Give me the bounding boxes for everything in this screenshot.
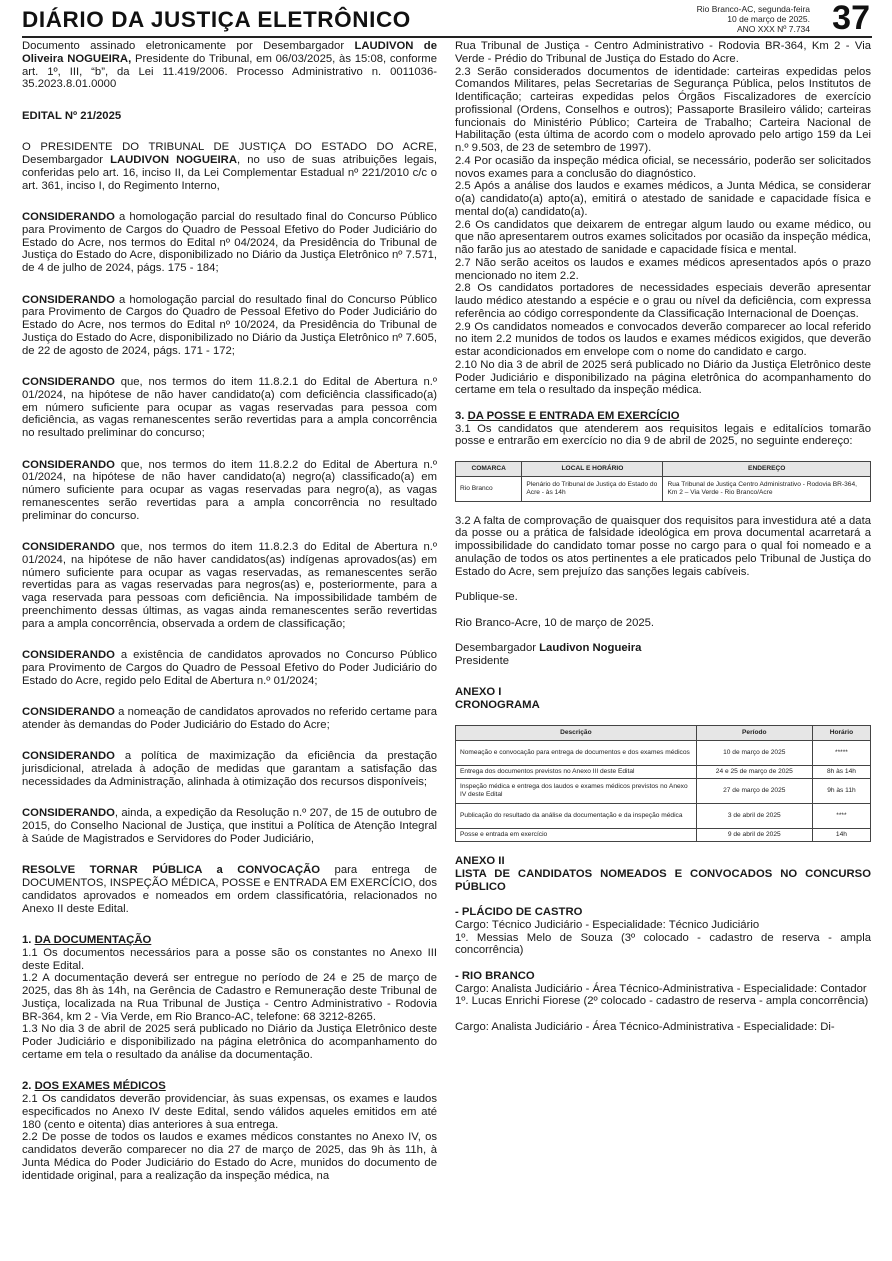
keyword: CONSIDERANDO (22, 211, 115, 223)
edition-number: ANO XXX Nº 7.734 (736, 23, 810, 34)
text: O PRESIDENTE DO TRIBUNAL DE JUSTIÇA DO ESTADO DO ACRE, Desembargador (22, 141, 437, 166)
annex-1-title: CRONOGRAMA (455, 699, 540, 712)
table-cell: 14h (812, 829, 870, 842)
item-1-2: 1.2 A documentação deverá ser entregue no período de 24 e 25 de março de 2025, das 8h às 14h, na Gerência de Cadastro e Remuneração deste Tribunal de Justiça, localizada na Rua Tribunal de Justiça - Centro Administrativo - Rodovia BR-364, km 2 - Via Verde, em Rio Branco-AC, telefone: 68 3212-8265. (22, 972, 437, 1023)
item-2-3: 2.3 Serão considerados documentos de identidade: carteiras expedidas pelos Comandos Militares, pelas Secretarias de Segurança Pública, pelos Institutos de Identificação; carteiras expedidas pelos Órgãos Fiscalizadores de exercício profissional (Ordens, Conselhos e outros); Passaporte Brasileiro válido; carteiras funcionais do Ministério Público; Carteira de Trabalho; Carteira Nacional de Habilitação (esta última de acordo com o modelo aprovado pelo artigo 159 da Lei n.º 9.503, de 23 de setembro de 1997). (455, 65, 871, 154)
section-title: DA DOCUMENTAÇÃO (34, 934, 152, 946)
column-header: COMARCA (456, 461, 522, 476)
table-row (456, 779, 871, 804)
item-2-8: 2.8 Os candidatos portadores de necessidades especiais deverão apresentar laudo médico atestando a espécie e o grau ou nível da deficiência, com expressa referência ao código correspondente da Classificação Internacional de Doenças. (455, 282, 871, 320)
text: a existência de candidatos aprovados no Concurso Público para Provimento de Cargos do Quadro de Pessoal Efetivo do Poder Judiciário do Estado do Acre, regido pelo Edital de Abertura n.º 01/2024; (22, 649, 437, 687)
considerando-5 (22, 541, 437, 630)
publique-se: Publique-se. (455, 591, 518, 604)
signatory-role: Presidente (455, 654, 510, 667)
table-cell: Rio Branco (456, 476, 522, 501)
text: para entrega de DOCUMENTOS, INSPEÇÃO MÉDICA, POSSE e ENTRADA EM EXERCÍCIO, dos candidatos aprovados e nomeados em ordem classificatória, relacionados no Anexo II deste Edital. (22, 864, 437, 915)
table-cell: Rua Tribunal de Justiça Centro Administrativo - Rodovia BR-364, Km 2 – Via Verde - Rio Branco/Acre (663, 476, 871, 501)
keyword: CONSIDERANDO (22, 541, 115, 553)
item-3-2: 3.2 A falta de comprovação de quaisquer dos requisitos para investidura até a data da posse ou a prática de falsidade ideológica em prova documental acarretará a impossibilidade do candidato tomar posse no cargo para o qual foi nomeado e a anulação de todos os atos pertinentes a ele praticados pelo Tribunal de Justiça do Estado do Acre, sem prejuízo das sanções legais cabíveis. (455, 514, 871, 578)
schedule-table (455, 725, 871, 843)
keyword: CONSIDERANDO (22, 706, 115, 718)
table-cell: 10 de março de 2025 (696, 740, 812, 765)
considerando-1 (22, 211, 437, 275)
text: que, nos termos do item 11.8.2.2 do Edital de Abertura n.º 01/2024, na hipótese de não haver candidato(a) negro(a) classificado(a) em número suficiente para ocupar as vagas reservadas para negro(a), as vagas remanescentes serão revertidas para a ampla concorrência no resultado preliminar do concurso. (22, 458, 437, 522)
edition-date: 10 de março de 2025. (727, 13, 810, 24)
left-column (22, 40, 437, 1182)
signatory-name: Laudivon Nogueira (539, 642, 642, 655)
keyword: CONSIDERANDO (22, 293, 115, 306)
page-number: 37 (832, 0, 870, 37)
item-2-4: 2.4 Por ocasião da inspeção médica oficial, se necessário, poderão ser solicitados novos exames para a conclusão do diagnóstico. (455, 154, 871, 180)
keyword: CONSIDERANDO (22, 750, 115, 763)
text: a política de maximização da eficiência da prestação jurisdicional, atrelada à adoção de medidas que garantam a satisfação das necessidades da Administração, alinhada à otimização dos recursos disponíveis; (22, 750, 437, 788)
section-title: DA POSSE E ENTRADA EM EXERCÍCIO (467, 409, 680, 422)
cargo-line: Cargo: Analista Judiciário - Área Técnico-Administrativa - Especialidade: Di- (455, 1020, 835, 1033)
item-2-7: 2.7 Não serão aceitos os laudos e exames médicos apresentados após o prazo mencionado no item 2.2. (455, 256, 871, 282)
resolve-keyword: RESOLVE TORNAR PÚBLICA a CONVOCAÇÃO (22, 864, 321, 877)
table-cell: 9 de abril de 2025 (696, 829, 812, 842)
section-3-heading (455, 410, 871, 423)
column-header: Horário (812, 725, 870, 740)
table-row (456, 765, 871, 778)
keyword: CONSIDERANDO (22, 376, 115, 388)
candidate-line: 1º. Messias Melo de Souza (3º colocado - cadastro de reserva - ampla concorrência) (455, 931, 871, 957)
table-cell: 3 de abril de 2025 (696, 804, 812, 829)
section-title: DOS EXAMES MÉDICOS (34, 1080, 166, 1093)
item-2-1: 2.1 Os candidatos deverão providenciar, às suas expensas, os exames e laudos especificados no Anexo IV deste Edital, sendo válidos aqueles emitidos em até 180 (cento e oitenta) dias anteriores à sua entrega. (22, 1093, 437, 1131)
resolve-paragraph (22, 864, 437, 915)
table-row (456, 804, 871, 829)
text: a homologação parcial do resultado final do Concurso Público para Provimento de Cargos do Quadro de Pessoal Efetivo do Poder Judiciário do Estado do Acre, nos termos do Edital nº 04/2024, da Presidência do Tribunal de Justiça do Estado do Acre, disponibilizado no Diário da Justiça Eletrônico nº 7.571, de 4 de julho de 2024, págs. 175 - 184; (22, 211, 437, 274)
keyword: CONSIDERANDO (22, 807, 115, 820)
cargo-line: Cargo: Técnico Judiciário - Especialidade: Técnico Judiciário (455, 918, 760, 931)
text: Documento assinado eletronicamente por Desembargador (22, 40, 355, 52)
item-2-2-continued: Rua Tribunal de Justiça - Centro Administrativo - Rodovia BR-364, Km 2 - Via Verde - Prédio do Tribunal de Justiça do Estado do Acre. (455, 40, 871, 65)
table-cell: **** (812, 804, 870, 829)
table-cell: Entrega dos documentos previstos no Anexo III deste Edital (456, 765, 697, 778)
table-cell: 9h às 11h (812, 779, 870, 804)
column-header: Descrição (456, 725, 697, 740)
intro-paragraph (22, 141, 437, 192)
table-cell: Nomeação e convocação para entrega de documentos e dos exames médicos (456, 740, 697, 765)
table-header-row (456, 461, 871, 476)
considerando-9 (22, 807, 437, 845)
right-column (455, 40, 871, 1034)
text: , ainda, a expedição da Resolução n.º 207, de 15 de outubro de 2015, do Conselho Nacional de Justiça, que institui a Política de Atenção Integral à Saúde de Magistrados e Servidores do Poder Judiciário, (22, 807, 437, 845)
table-cell: ***** (812, 740, 870, 765)
column-header: Período (696, 725, 812, 740)
candidate-line: 1º. Lucas Enrichi Fiorese (2º colocado - cadastro de reserva - ampla concorrência) (455, 995, 869, 1008)
section-2-heading (22, 1080, 437, 1093)
item-2-10: 2.10 No dia 3 de abril de 2025 será publicado no Diário da Justiça Eletrônico deste Poder Judiciário e disponibilizado na página eletrônica do acompanhamento do certame em tela o resultado da inspeção médica. (455, 358, 871, 397)
keyword: CONSIDERANDO (22, 649, 115, 661)
table-row (456, 740, 871, 765)
signer-name: LAUDIVON de Oliveira NOGUEIRA, (22, 40, 437, 65)
edition-info (697, 5, 810, 34)
table-cell: 27 de março de 2025 (696, 779, 812, 804)
section-number: 1. (22, 934, 35, 946)
city-heading: - PLÁCIDO DE CASTRO (455, 906, 583, 919)
item-2-9: 2.9 Os candidatos nomeados e convocados deverão comparecer ao local referido no item 2.2 munidos de todos os laudos e exames médicos exigidos, que deverão estar acondicionados em envelope com o nome do candidato e cargo. (455, 320, 871, 358)
signatory (455, 642, 871, 655)
column-header: ENDEREÇO (663, 461, 871, 476)
annex-2-title: LISTA DE CANDIDATOS NOMEADOS E CONVOCADOS NO CONCURSO PÚBLICO (455, 867, 871, 893)
signature-note (22, 40, 437, 91)
table-row (456, 476, 871, 501)
section-1-heading (22, 934, 437, 947)
posse-table (455, 461, 871, 502)
table-cell: 8h às 14h (812, 765, 870, 778)
text: Presidente do Tribunal, em 06/03/2025, às 15:08, conforme art. 1º, III, “b”, da Lei 11.419/2006. Processo Administrativo n. 0011036-35.2023.8.01.0000 (22, 52, 437, 91)
item-2-6: 2.6 Os candidatos que deixarem de entregar algum laudo ou exame médico, ou que não apresentarem outros exames solicitados por ocasião da inspeção médica, não farão jus ao atestado de sanidade e capacidade física e mental. (455, 218, 871, 256)
annex-2-label: ANEXO II (455, 855, 505, 868)
text: a homologação parcial do resultado final do Concurso Público para Provimento de Cargos do Quadro de Pessoal Efetivo do Poder Judiciário do Estado do Acre, nos termos do Edital nº 10/2024, da Presidência do Tribunal de Justiça do Estado do Acre, disponibilizado no Diário da Justiça Eletrônico nº 7.605, de 22 de agosto de 2024, págs. 171 - 172; (22, 293, 437, 357)
item-2-2: 2.2 De posse de todos os laudos e exames médicos constantes no Anexo IV, os candidatos deverão comparecer no dia 27 de março de 2025, das 9h às 11h, à Junta Médica do Poder Judiciário do Estado do Acre, munidos do documento de identidade original, para a realização da inspeção médica, na (22, 1131, 437, 1182)
text: que, nos termos do item 11.8.2.3 do Edital de Abertura n.º 01/2024, na hipótese de não haver candidatos(as) indígenas aprovados(as) em número suficiente para ocupar as vagas reservadas, as remanescentes serão revertidas para as vagas reservadas para negros(as) e, posteriormente, para a vaga reservada para pessoas com deficiência. Na impossibilidade também de preenchimento dessas últimas, as vagas ainda remanescentes serão revertidas para a ampla concorrência, observada a ordem de classificação; (22, 541, 437, 630)
table-row (456, 829, 871, 842)
section-number: 3. (455, 409, 468, 422)
section-number: 2. (22, 1080, 35, 1093)
table-cell: Posse e entrada em exercício (456, 829, 697, 842)
considerando-7 (22, 706, 437, 732)
keyword: CONSIDERANDO (22, 458, 115, 471)
table-cell: Inspeção médica e entrega dos laudos e exames médicos previstos no Anexo IV deste Edital (456, 779, 697, 804)
considerando-2 (22, 294, 437, 358)
item-1-1: 1.1 Os documentos necessários para a posse são os constantes no Anexo III deste Edital. (22, 946, 437, 972)
table-header-row (456, 725, 871, 740)
considerando-8 (22, 750, 437, 788)
text: que, nos termos do item 11.8.2.1 do Edital de Abertura n.º 01/2024, na hipótese de não haver candidato(a) com deficiência classificado(a) em número suficiente para ocupar as vagas reservadas para pessoa com deficiência, as vagas remanescentes serão revertidas para a ampla concorrência no resultado preliminar do concurso; (22, 376, 437, 439)
cargo-line: Cargo: Analista Judiciário - Área Técnico-Administrativa - Especialidade: Contador (455, 982, 867, 995)
masthead: DIÁRIO DA JUSTIÇA ELETRÔNICO (22, 7, 411, 32)
item-3-1: 3.1 Os candidatos que atenderem aos requisitos legais e editalícios tomarão posse e entrarão em exercício no dia 9 de abril de 2025, no seguinte endereço: (455, 422, 871, 448)
considerando-3 (22, 376, 437, 440)
edition-date-line: Rio Branco-AC, segunda-feira (696, 4, 810, 14)
president-name: LAUDIVON NOGUEIRA (110, 154, 237, 166)
annex-1-label: ANEXO I (455, 686, 502, 699)
item-1-3: 1.3 No dia 3 de abril de 2025 será publicado no Diário da Justiça Eletrônico deste Poder Judiciário e disponibilizado na página eletrônica do acompanhamento do certame em tela o resultado da análise da documentação. (22, 1023, 437, 1061)
city-heading: - RIO BRANCO (455, 969, 535, 982)
table-cell: Publicação do resultado da análise da documentação e da inspeção médica (456, 804, 697, 829)
place-date: Rio Branco-Acre, 10 de março de 2025. (455, 616, 655, 629)
page-header (22, 2, 872, 38)
edital-title: EDITAL Nº 21/2025 (22, 109, 122, 122)
table-cell: Plenário do Tribunal de Justiça do Estado do Acre - às 14h (522, 476, 663, 501)
considerando-4 (22, 459, 437, 523)
text: , no uso de suas atribuições legais, conferidas pelo art. 16, inciso II, da Lei Complementar Estadual nº 221/2010 c/c o art. 361, inciso I, do Regimento Interno, (22, 154, 437, 192)
table-cell: 24 e 25 de março de 2025 (696, 765, 812, 778)
text: Desembargador (455, 642, 540, 655)
considerando-6 (22, 649, 437, 687)
column-header: LOCAL E HORÁRIO (522, 461, 663, 476)
item-2-5: 2.5 Após a análise dos laudos e exames médicos, a Junta Médica, se considerar o(a) candidato(a) apto(a), emitirá o atestado de sanidade e capacidade física e mental do(a) candidato(a). (455, 180, 871, 218)
text: a nomeação de candidatos aprovados no referido certame para atender às demandas do Poder Judiciário do Estado do Acre; (22, 706, 437, 731)
